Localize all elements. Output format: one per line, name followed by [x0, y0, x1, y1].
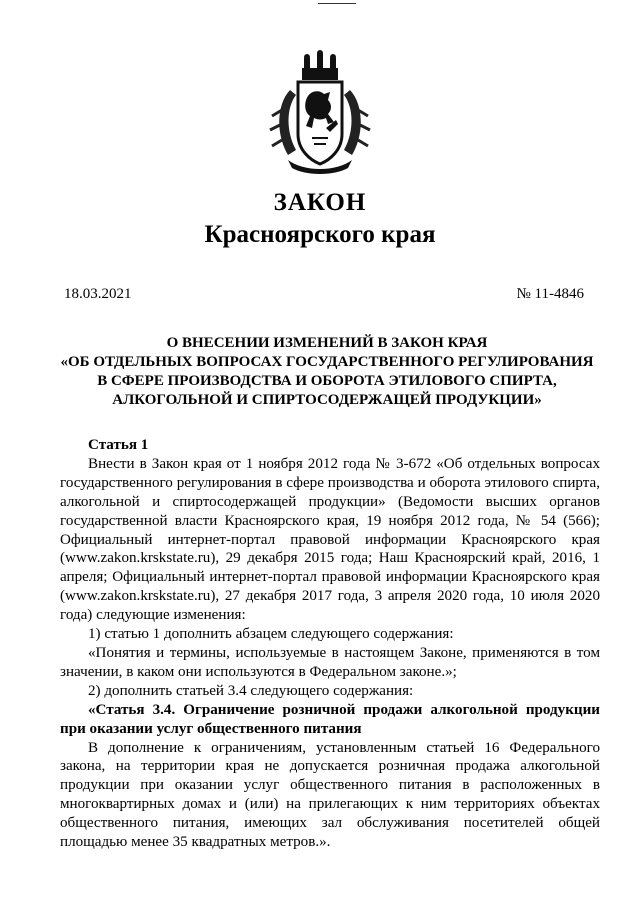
- law-title: ЗАКОН: [273, 189, 367, 216]
- heading-line: АЛКОГОЛЬНОЙ И СПИРТОСОДЕРЖАЩЕЙ ПРОДУКЦИИ»: [112, 392, 542, 408]
- heading-line: О ВНЕСЕНИИ ИЗМЕНЕНИЙ В ЗАКОН КРАЯ: [166, 335, 488, 351]
- top-rule: [318, 3, 356, 4]
- heading-line: «ОБ ОТДЕЛЬНЫХ ВОПРОСАХ ГОСУДАРСТВЕННОГО РЕГУЛИРОВАНИЯ: [60, 354, 594, 370]
- paragraph: В дополнение к ограничениям, установленным статьей 16 Федерального закона, на территории края не допускается розничная продажа алкогольной продукции при оказании услуг общественного питания в расположенных в многоквартирных домах и (или) на прилегающих к ним территориях объектах общественного питания, имеющих зал обслуживания посетителей общей площадью менее 35 квадратных метров.».: [60, 739, 600, 851]
- paragraph: 2) дополнить статьей 3.4 следующего содержания:: [88, 682, 414, 699]
- law-heading: [40, 334, 614, 410]
- document-date: 18.03.2021: [64, 286, 132, 302]
- krasnoyarsk-coat-of-arms-icon: [268, 50, 372, 178]
- paragraph: Внести в Закон края от 1 ноября 2012 года № 3-672 «Об отдельных вопросах государственного регулирования в сфере производства и оборота этилового спирта, алкогольной и спиртосодержащей продукции» (Ведомости высших органов государственной власти Красноярского края, 19 ноября 2012 года, № 54 (566); Официальный интернет-портал правовой информации Красноярского края (www.zakon.krskstate.ru), 29 декабря 2015 года; Наш Красноярский край, 2016, 1 апреля; Официальный интернет-портал правовой информации Красноярского края (www.zakon.krskstate.ru), 27 декабря 2017 года, 3 апреля 2020 года, 10 июля 2020 года) следующие изменения:: [60, 455, 600, 624]
- article-label: Статья 1: [88, 437, 149, 453]
- document-body: [60, 436, 600, 852]
- article-3-4-heading: «Статья 3.4. Ограничение розничной продажи алкогольной продукции при оказании услуг общественного питания: [60, 701, 600, 737]
- paragraph: «Понятия и термины, используемые в настоящем Законе, применяются в том значении, в каком они используются в Федеральном законе.»;: [60, 644, 600, 680]
- law-subtitle: Красноярского края: [204, 221, 436, 248]
- heading-line: В СФЕРЕ ПРОИЗВОДСТВА И ОБОРОТА ЭТИЛОВОГО СПИРТА,: [97, 373, 557, 389]
- document-number: № 11-4846: [516, 286, 584, 302]
- paragraph: 1) статью 1 дополнить абзацем следующего содержания:: [88, 626, 454, 643]
